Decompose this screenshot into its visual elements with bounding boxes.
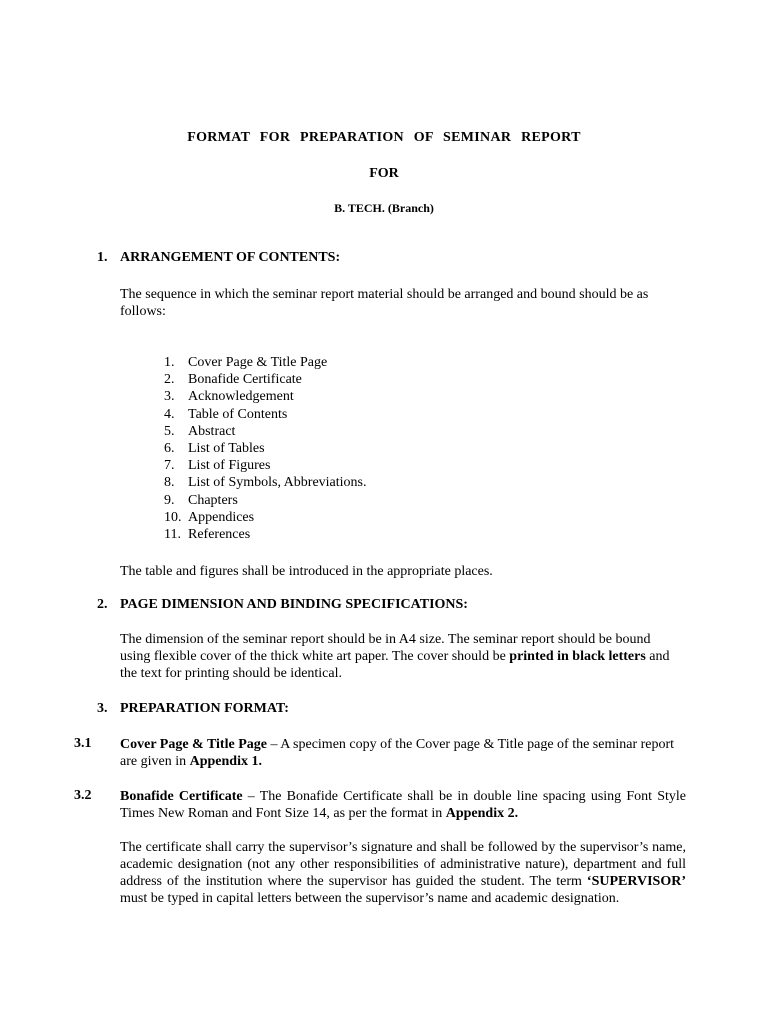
list-item-label: Chapters xyxy=(188,492,238,508)
list-item xyxy=(164,388,367,405)
list-item xyxy=(164,457,367,474)
list-item-number: 2. xyxy=(164,372,175,388)
subsection-3-1-label: Cover Page & Title Page xyxy=(120,737,267,752)
section-2-text: The dimension of the seminar report should be in A4 size. The seminar report should be bound using flexible cover of the thick white art paper. The cover should be xyxy=(120,632,651,664)
list-item-label: List of Figures xyxy=(188,458,271,474)
list-item xyxy=(164,526,367,543)
list-item-label: List of Tables xyxy=(188,440,265,456)
certificate-paragraph xyxy=(120,839,686,907)
subsection-3-1-text: – A specimen copy of the Cover page & Title page of the seminar report are given in xyxy=(120,737,675,769)
subsection-3-2-number: 3.2 xyxy=(74,788,92,803)
section-1-number: 1. xyxy=(97,250,108,265)
section-2-paragraph xyxy=(120,631,682,682)
list-item xyxy=(164,406,367,423)
subsection-3-1-number: 3.1 xyxy=(74,736,92,751)
list-item-number: 7. xyxy=(164,458,175,474)
list-item xyxy=(164,474,367,491)
subsection-3-1-paragraph xyxy=(120,736,680,770)
list-item-label: References xyxy=(188,526,251,542)
list-item xyxy=(164,423,367,440)
document-subtitle: B. TECH. (Branch) xyxy=(334,201,434,215)
list-item xyxy=(164,509,367,526)
list-item xyxy=(164,354,367,371)
list-item-label: List of Symbols, Abbreviations. xyxy=(188,475,367,491)
list-item-number: 9. xyxy=(164,492,175,508)
list-item-label: Cover Page & Title Page xyxy=(188,355,328,370)
section-2-number: 2. xyxy=(97,597,108,612)
list-item-label: Table of Contents xyxy=(188,406,288,422)
supervisor-term: ‘SUPERVISOR’ xyxy=(586,874,686,889)
subsection-3-2-text: – The Bonafide Certificate shall be in double line spacing using Font Style Times New Roman and Font Size 14, as per the format in xyxy=(120,789,686,821)
subsection-3-2-paragraph xyxy=(120,788,686,822)
section-1-closing: The table and figures shall be introduced in the appropriate places. xyxy=(120,564,493,579)
list-item xyxy=(164,492,367,509)
list-item-label: Acknowledgement xyxy=(188,389,294,405)
document-for-line: FOR xyxy=(369,166,399,181)
list-item-number: 3. xyxy=(164,389,175,405)
list-item-number: 4. xyxy=(164,406,175,422)
section-1-intro: The sequence in which the seminar report material should be arranged and bound should be as follows: xyxy=(120,287,649,319)
document-title: FORMAT FOR PREPARATION OF SEMINAR REPORT xyxy=(187,130,581,145)
list-item-number: 10. xyxy=(164,509,182,525)
list-item-label: Abstract xyxy=(188,423,236,439)
section-2-emphasis: printed in black letters xyxy=(509,649,646,664)
list-item-number: 1. xyxy=(164,355,175,370)
list-item-number: 8. xyxy=(164,475,175,491)
list-item-number: 6. xyxy=(164,440,175,456)
section-2-text-end: and the text for printing should be identical. xyxy=(120,649,670,681)
section-2-heading: PAGE DIMENSION AND BINDING SPECIFICATIONS: xyxy=(120,597,468,612)
list-item xyxy=(164,371,367,388)
section-3-number: 3. xyxy=(97,701,108,716)
section-3-heading: PREPARATION FORMAT: xyxy=(120,701,289,716)
contents-list xyxy=(164,354,367,543)
certificate-text: The certificate shall carry the supervisor’s signature and shall be followed by the supervisor’s name, academic designation (not any other responsibilities of administrative nature), department and full address of the institution where the supervisor has guided the student. The term xyxy=(120,840,686,889)
list-item-number: 11. xyxy=(164,526,181,542)
list-item-label: Appendices xyxy=(188,509,255,525)
section-1-heading: ARRANGEMENT OF CONTENTS: xyxy=(120,250,341,265)
subsection-3-2-label: Bonafide Certificate xyxy=(120,789,243,804)
list-item-number: 5. xyxy=(164,423,175,439)
subsection-3-2-ref: Appendix 2. xyxy=(445,806,519,821)
list-item-label: Bonafide Certificate xyxy=(188,372,302,388)
subsection-3-1-ref: Appendix 1. xyxy=(189,754,262,769)
certificate-text-end: must be typed in capital letters between the supervisor’s name and academic designation. xyxy=(120,891,620,906)
list-item xyxy=(164,440,367,457)
